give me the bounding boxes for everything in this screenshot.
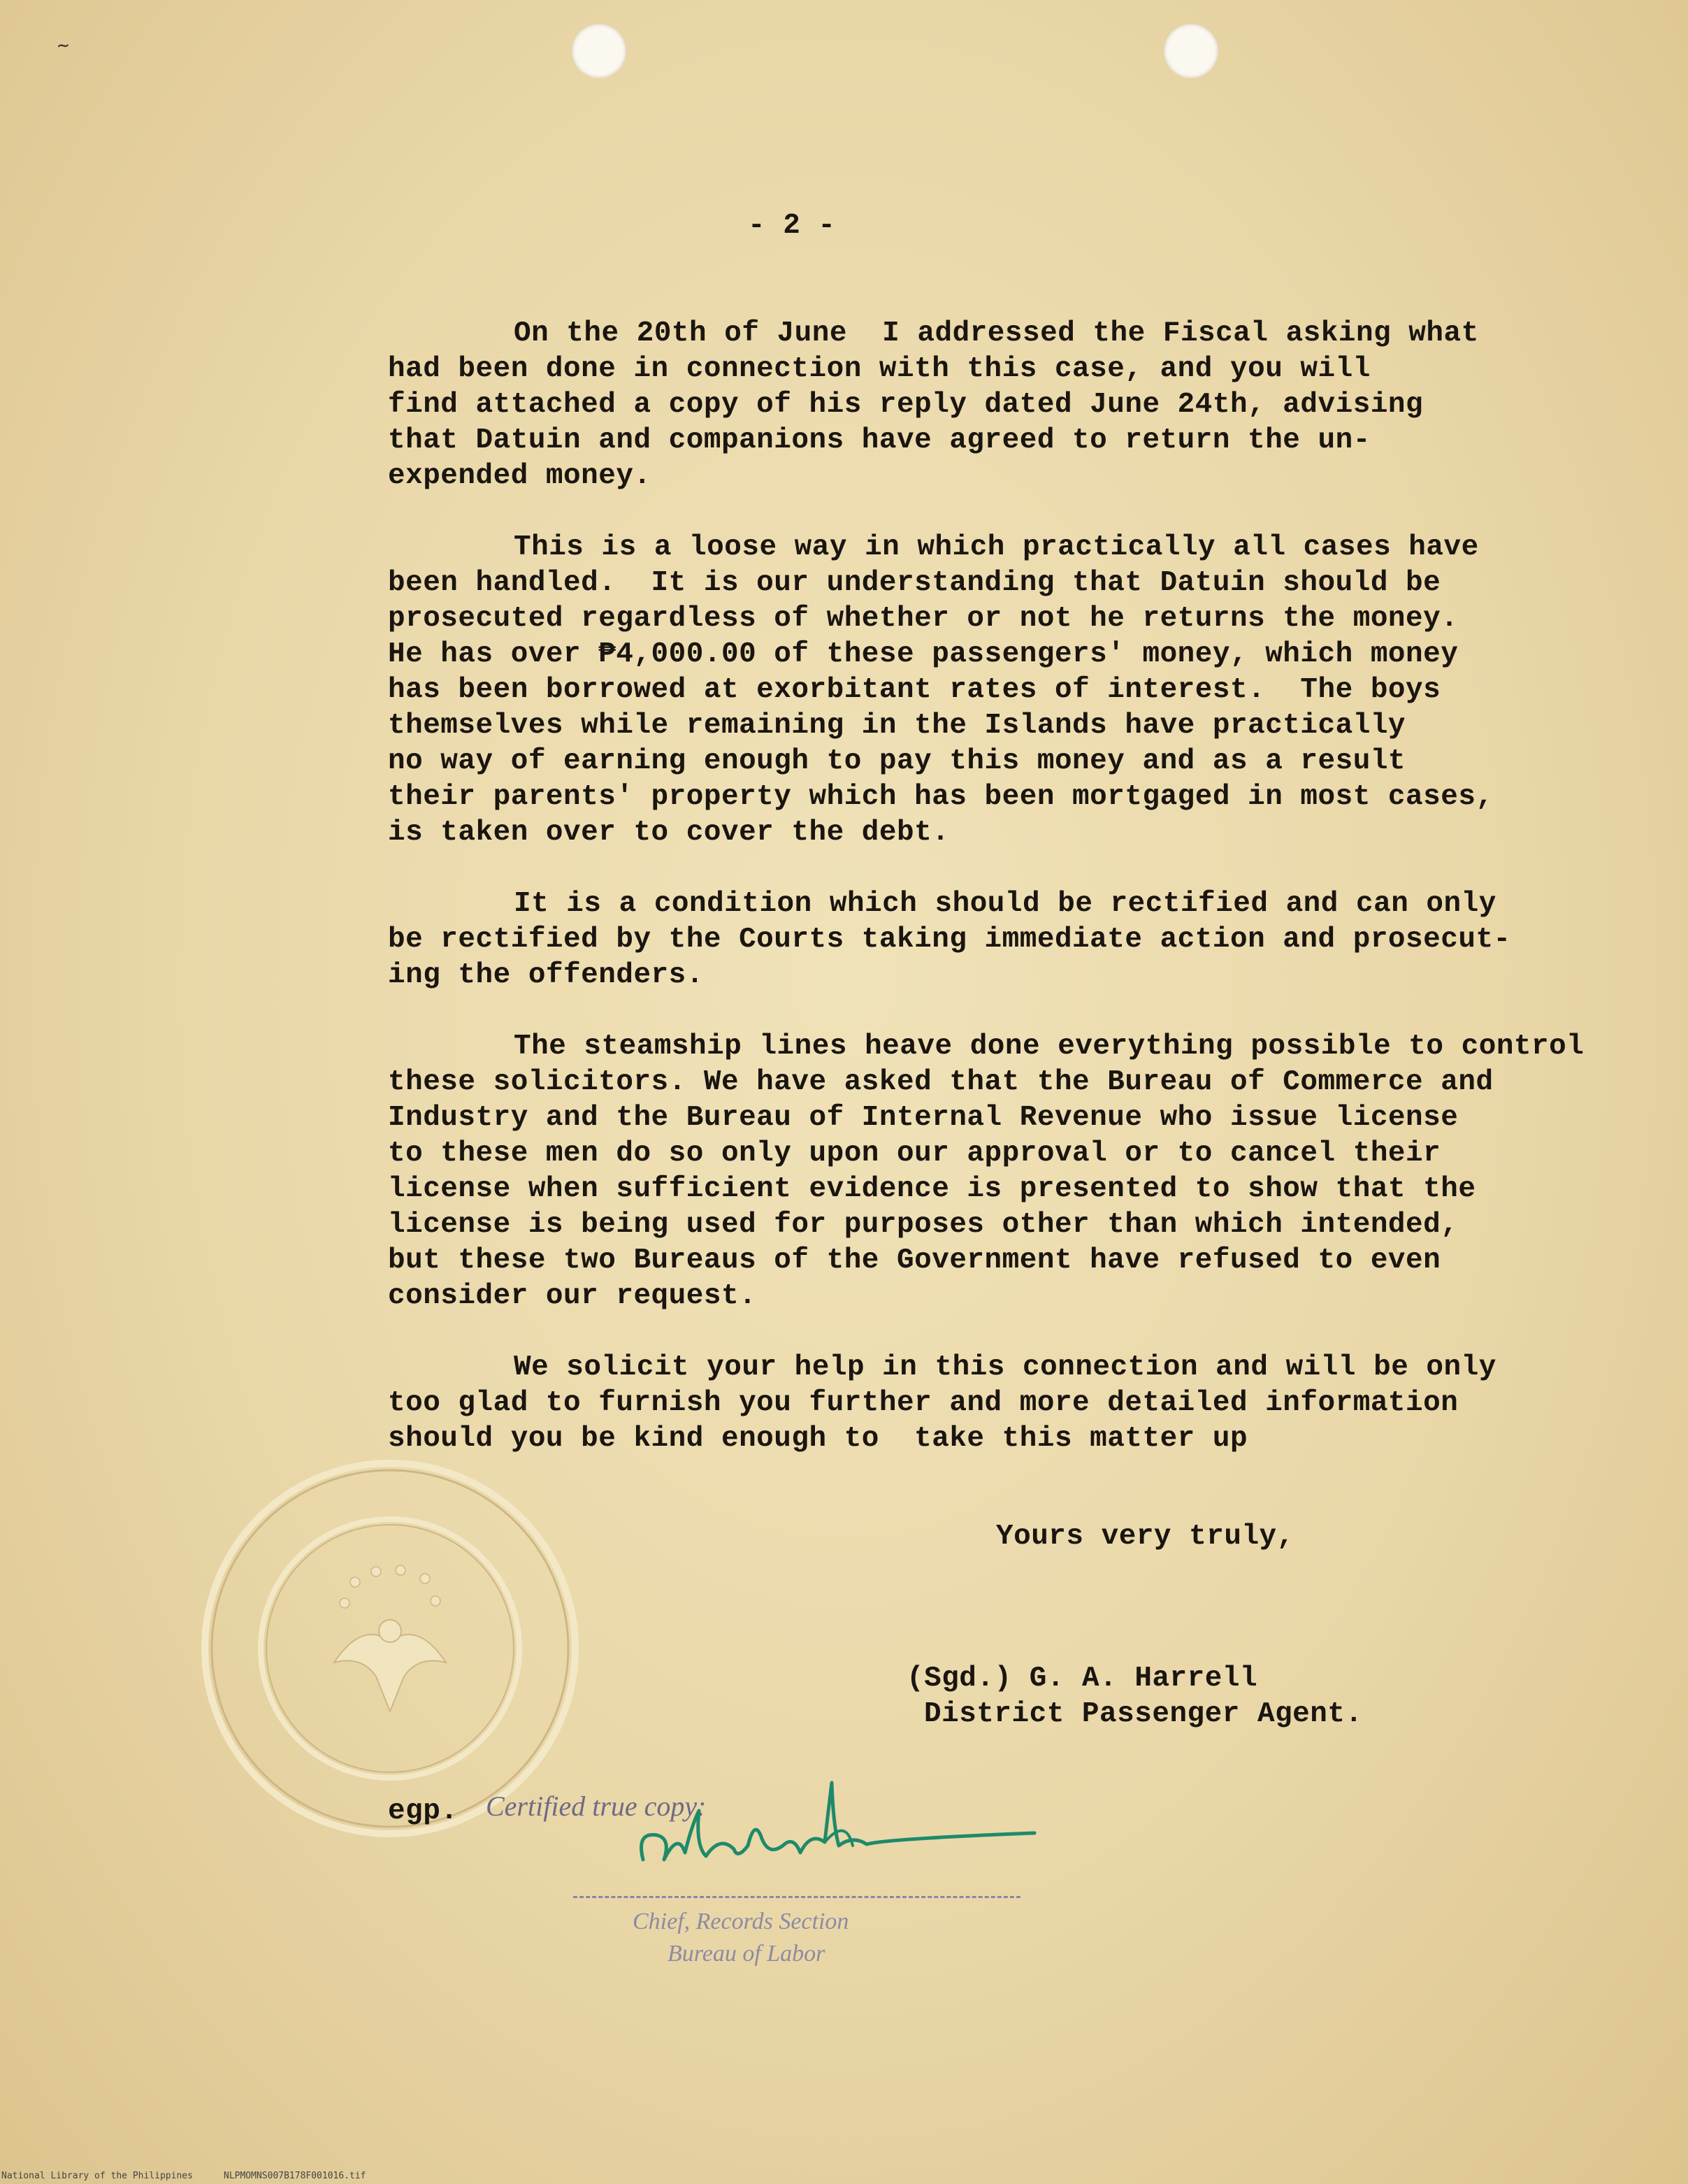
paragraph-line: This is a loose way in which practically all cases have: [514, 531, 1479, 563]
paragraph-line: been handled. It is our understanding that Datuin should be: [388, 567, 1441, 599]
certified-copy-stamp: Certified true copy:: [486, 1790, 707, 1822]
paragraph-line: should you be kind enough to take this matter up: [388, 1423, 1248, 1455]
paragraph-line: to these men do so only upon our approval or to cancel their: [388, 1137, 1441, 1170]
closing-salutation: Yours very truly,: [996, 1521, 1294, 1553]
paragraph-line: that Datuin and companions have agreed to return the un-: [388, 424, 1371, 457]
paragraph-line: themselves while remaining in the Islands have practically: [388, 710, 1406, 742]
stamp-office: Chief, Records Section: [633, 1909, 849, 1934]
paragraph-steamship-lines: [388, 1029, 1632, 1314]
paragraph-line: but these two Bureaus of the Government have refused to even: [388, 1244, 1441, 1277]
paragraph-condition: [388, 886, 1632, 993]
page-number: - 2 -: [748, 210, 836, 242]
letter-body: [388, 316, 1632, 1493]
paragraph-line: We solicit your help in this connection and will be only: [514, 1351, 1496, 1384]
punch-hole-left: [572, 24, 626, 78]
paragraph-line: find attached a copy of his reply dated June 24th, advising: [388, 389, 1424, 421]
corner-mark: ~: [56, 33, 70, 57]
signatory-name: (Sgd.) G. A. Harrell: [907, 1662, 1258, 1695]
paragraph-line: prosecuted regardless of whether or not he returns the money.: [388, 603, 1459, 635]
paragraph-line: He has over ₱4,000.00 of these passengers' money, which money: [388, 638, 1459, 670]
archive-footer-library: National Library of the Philippines: [1, 2171, 193, 2181]
paragraph-line: The steamship lines heave done everything possible to control: [514, 1030, 1585, 1063]
paragraph-line: their parents' property which has been mortgaged in most cases,: [388, 781, 1494, 813]
paragraph-line: Industry and the Bureau of Internal Revenue who issue license: [388, 1102, 1459, 1134]
punch-hole-right: [1164, 24, 1218, 78]
archive-footer-filename: NLPMOMNS007B178F001016.tif: [224, 2171, 366, 2181]
paragraph-line: is taken over to cover the debt.: [388, 817, 950, 849]
paragraph-line: On the 20th of June I addressed the Fiscal asking what: [514, 317, 1479, 350]
paragraph-line: has been borrowed at exorbitant rates of interest. The boys: [388, 674, 1441, 706]
paragraph-line: It is a condition which should be rectified and can only: [514, 888, 1496, 920]
paragraph-line: no way of earning enough to pay this money and as a result: [388, 745, 1406, 777]
typist-initials: egp.: [388, 1795, 459, 1827]
stamp-signature-line: [573, 1896, 1020, 1898]
paragraph-fiscal-inquiry: [388, 316, 1632, 494]
paragraph-line: be rectified by the Courts taking immediate action and prosecut-: [388, 924, 1511, 956]
paragraph-line: ing the offenders.: [388, 959, 704, 991]
embossed-seal: [194, 1453, 586, 1844]
paragraph-line: too glad to furnish you further and more detailed information: [388, 1387, 1459, 1419]
signatory-title: District Passenger Agent.: [924, 1698, 1363, 1730]
stamp-bureau: Bureau of Labor: [668, 1941, 825, 1967]
paragraph-line: consider our request.: [388, 1280, 757, 1312]
paragraph-line: license when sufficient evidence is presented to show that the: [388, 1173, 1476, 1205]
paragraph-line: license is being used for purposes other than which intended,: [388, 1209, 1459, 1241]
handwritten-signature: [615, 1769, 1062, 1895]
paragraph-loose-handling: [388, 530, 1632, 851]
paragraph-request-help: [388, 1350, 1632, 1457]
paragraph-line: these solicitors. We have asked that the Bureau of Commerce and: [388, 1066, 1494, 1098]
paragraph-line: expended money.: [388, 460, 651, 492]
paragraph-line: had been done in connection with this case, and you will: [388, 353, 1371, 385]
